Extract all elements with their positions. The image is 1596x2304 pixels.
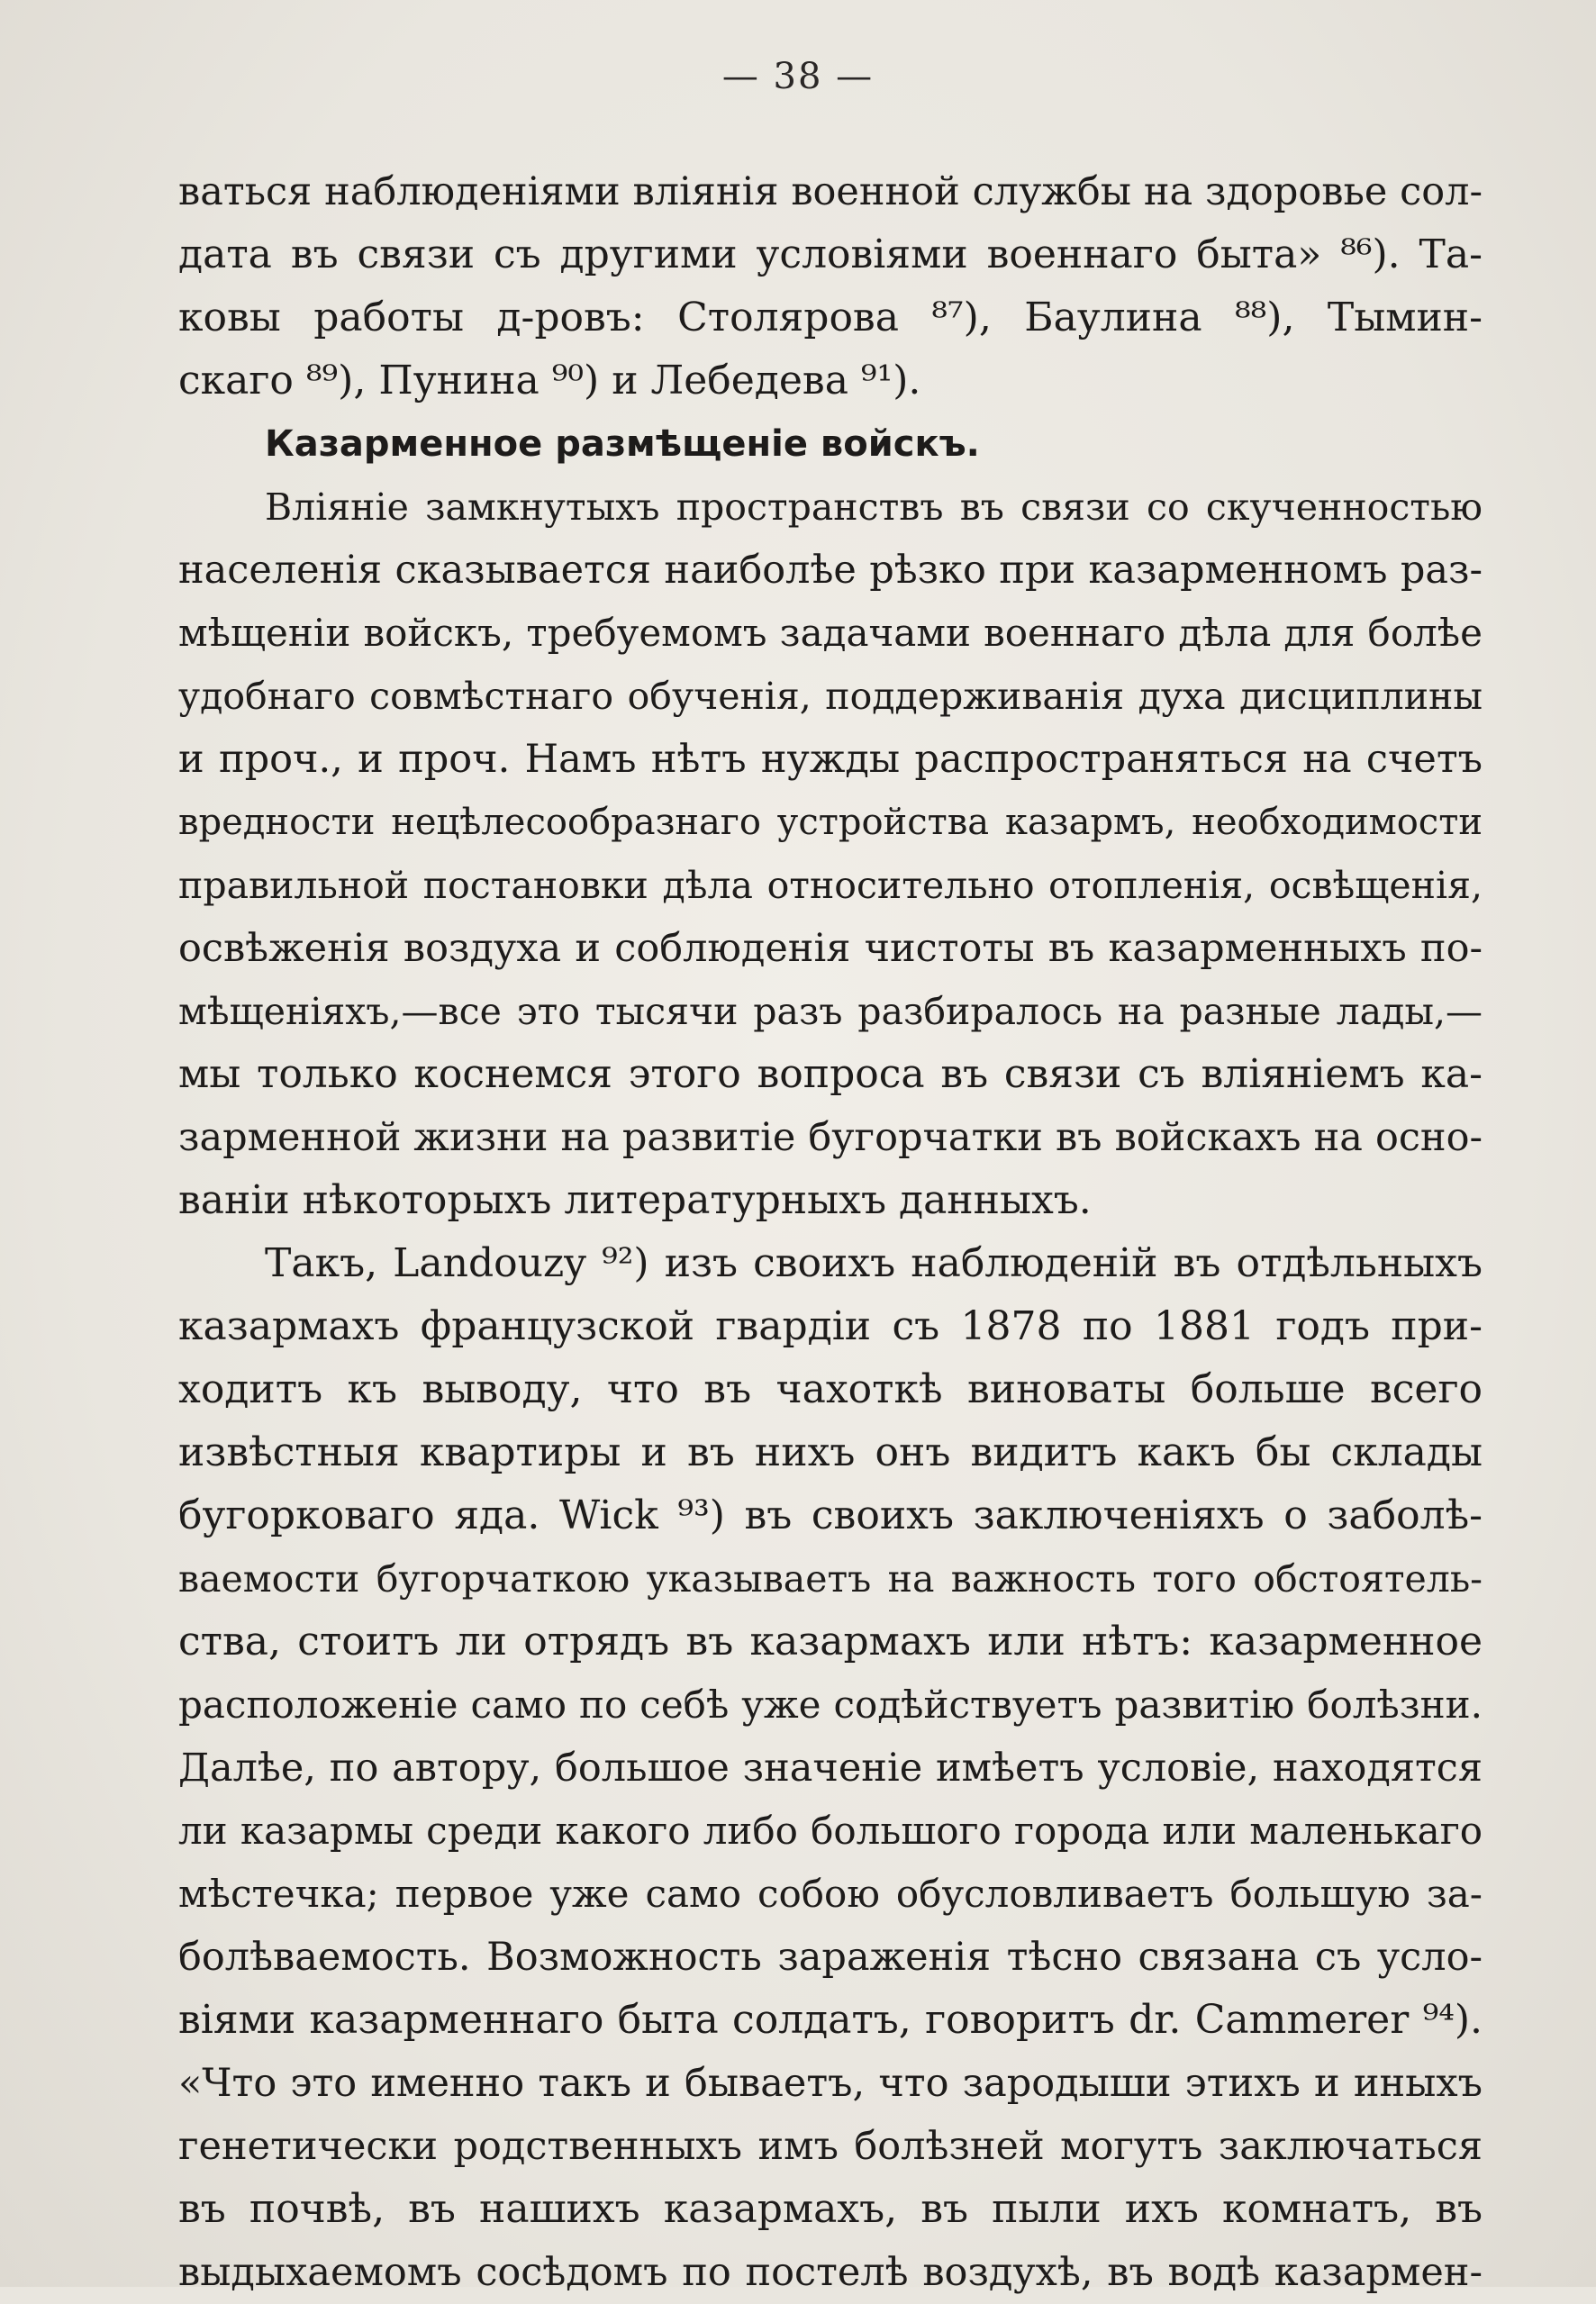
- text-line: расположеніе само по себѣ уже содѣйствуетъ развитію болѣзни.: [178, 1683, 1483, 1727]
- text-line: мы только коснемся этого вопроса въ связи съ вліяніемъ ка-: [178, 1051, 1483, 1097]
- text-line: мѣщеніяхъ,—все это тысячи разъ разбиралось на разные лады,—: [178, 990, 1483, 1033]
- text-line: ваться наблюденіями вліянія военной службы на здоровье сол-: [178, 169, 1483, 214]
- text-line: Далѣе, по автору, большое значеніе имѣетъ условіе, находятся: [178, 1746, 1483, 1791]
- text-line: мѣстечка; первое уже само собою обусловливаетъ большую за-: [178, 1872, 1483, 1916]
- text-line: мѣщеніи войскъ, требуемомъ задачами военнаго дѣла для болѣе: [178, 611, 1483, 655]
- text-line: Вліяніе замкнутыхъ пространствъ въ связи со скученностью: [265, 485, 1483, 529]
- text-line: населенія сказывается наиболѣе рѣзко при казарменномъ раз-: [178, 548, 1483, 593]
- text-line: ковы работы д-ровъ: Столярова ⁸⁷), Баулина ⁸⁸), Тымин-: [178, 295, 1483, 340]
- text-line: и проч., и проч. Намъ нѣтъ нужды распространяться на счетъ: [178, 737, 1483, 782]
- text-line: віями казарменнаго быта солдатъ, говоритъ dr. Cammerer ⁹⁴).: [178, 1997, 1483, 2043]
- page-number: — 38 —: [721, 56, 875, 97]
- text-line: извѣстныя квартиры и въ нихъ онъ видитъ какъ бы склады: [178, 1429, 1483, 1475]
- text-line: казармахъ французской гвардіи съ 1878 по 1881 годъ при-: [178, 1303, 1483, 1349]
- text-line: въ почвѣ, въ нашихъ казармахъ, въ пыли ихъ комнатъ, въ: [178, 2186, 1483, 2232]
- text-line: зарменной жизни на развитіе бугорчатки въ войскахъ на осно-: [178, 1115, 1483, 1160]
- text-line: ства, стоитъ ли отрядъ въ казармахъ или нѣтъ: казарменное: [178, 1619, 1483, 1665]
- text-line: освѣженія воздуха и соблюденія чистоты въ казарменныхъ по-: [178, 926, 1483, 971]
- text-line: выдыхаемомъ сосѣдомъ по постелѣ воздухѣ, въ водѣ казармен-: [178, 2250, 1483, 2295]
- text-line: вредности нецѣлесообразнаго устройства казармъ, необходимости: [178, 802, 1483, 843]
- text-line: ваніи нѣкоторыхъ литературныхъ данныхъ.: [178, 1177, 1092, 1223]
- body-text: [178, 160, 1483, 2304]
- section-heading: Казарменное размѣщеніе войскъ.: [265, 423, 980, 465]
- text-line: Такъ, Landouzy ⁹²) изъ своихъ наблюденій въ отдѣльныхъ: [265, 1240, 1483, 1286]
- text-line: ли казармы среди какого либо большого города или маленькаго: [178, 1809, 1483, 1853]
- text-line: ваемости бугорчаткою указываетъ на важность того обстоятель-: [178, 1557, 1483, 1601]
- text-line: правильной постановки дѣла относительно отопленія, освѣщенія,: [178, 864, 1483, 907]
- text-line: скаго ⁸⁹), Пунина ⁹⁰) и Лебедева ⁹¹).: [178, 358, 921, 404]
- text-line: болѣваемость. Возможность зараженія тѣсно связана съ усло-: [178, 1935, 1483, 1980]
- text-line: дата въ связи съ другими условіями военнаго быта» ⁸⁶). Та-: [178, 231, 1483, 277]
- text-line: «Что это именно такъ и бываетъ, что зародыши этихъ и иныхъ: [178, 2061, 1483, 2106]
- text-line: бугорковаго яда. Wick ⁹³) въ своихъ заключеніяхъ о заболѣ-: [178, 1492, 1483, 1538]
- text-line: генетически родственныхъ имъ болѣзней могутъ заключаться: [178, 2124, 1483, 2169]
- text-line: ходитъ къ выводу, что въ чахоткѣ виноваты больше всего: [178, 1366, 1483, 1412]
- text-line: удобнаго совмѣстнаго обученія, поддерживанія духа дисциплины: [178, 675, 1483, 718]
